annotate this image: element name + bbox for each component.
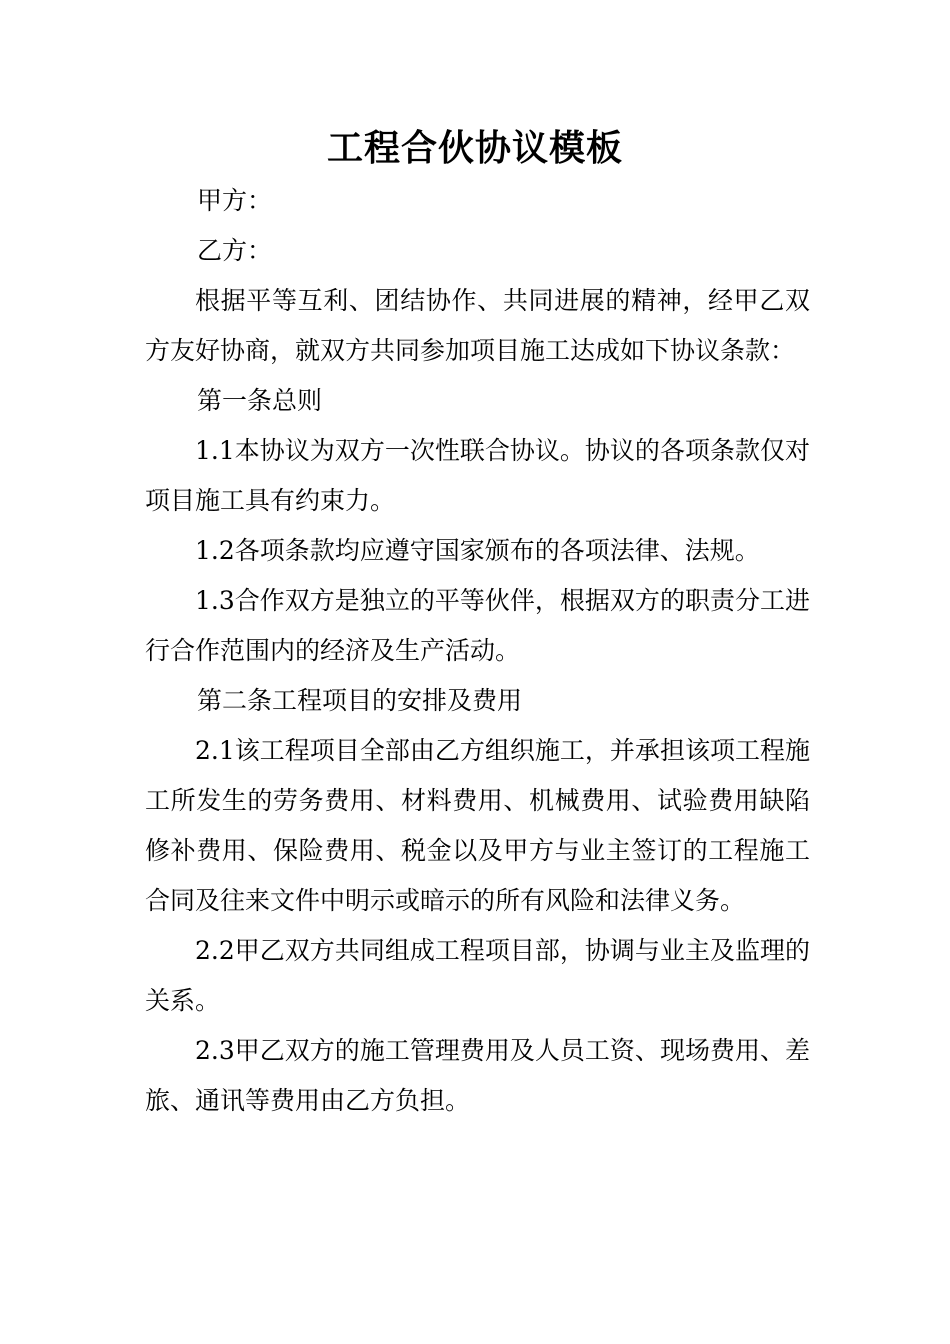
clause-2-1: 2.1该工程项目全部由乙方组织施工，并承担该项工程施工所发生的劳务费用、材料费用、机械费用、试验费用缺陷修补费用、保险费用、税金以及甲方与业主签订的工程施工合同及往来文件中明示或暗示的所有风险和法律义务。 — [145, 736, 810, 915]
preamble-paragraph: 根据平等互利、团结协作、共同进展的精神，经甲乙双方友好协商，就双方共同参加项目施工达成如下协议条款： — [145, 286, 810, 365]
clause-2-2: 2.2甲乙双方共同组成工程项目部，协调与业主及监理的关系。 — [145, 936, 810, 1015]
party-a-line: 甲方： — [197, 186, 273, 215]
clause-1-2: 1.2各项条款均应遵守国家颁布的各项法律、法规。 — [195, 536, 760, 565]
article-2-heading: 第二条工程项目的安排及费用 — [197, 686, 523, 715]
clause-1-1: 1.1本协议为双方一次性联合协议。协议的各项条款仅对项目施工具有约束力。 — [145, 436, 810, 515]
document-title: 工程合伙协议模板 — [326, 128, 623, 169]
party-b-line: 乙方： — [197, 236, 273, 265]
clause-2-3: 2.3甲乙双方的施工管理费用及人员工资、现场费用、差旅、通讯等费用由乙方负担。 — [145, 1036, 810, 1115]
clause-1-3: 1.3合作双方是独立的平等伙伴，根据双方的职责分工进行合作范围内的经济及生产活动。 — [145, 586, 810, 665]
document-body — [145, 176, 810, 1126]
article-1-heading: 第一条总则 — [197, 386, 323, 415]
